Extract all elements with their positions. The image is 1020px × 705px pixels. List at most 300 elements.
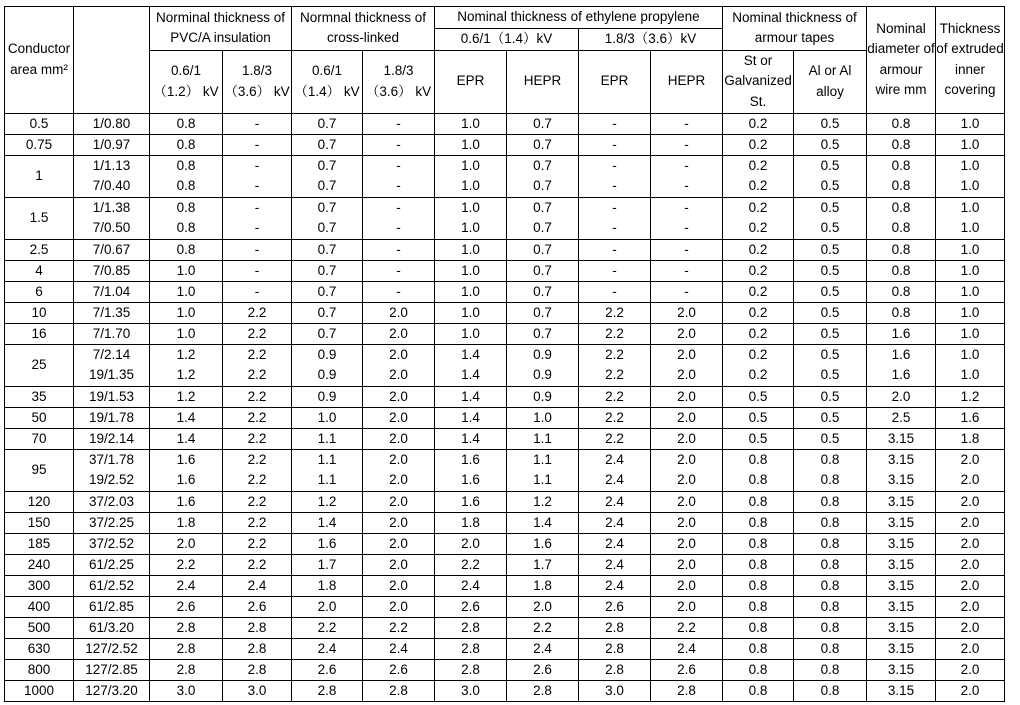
cell-epr-2: 2.8 [579,659,651,680]
cell-pvc-1: 0.8 [150,113,223,134]
cell-xlpe-1: 2.8 [292,680,363,701]
cell-strand: 7/1.04 [74,281,150,302]
cell-pvc-2: 2.2 [223,365,292,386]
cell-xlpe-2: - [363,239,435,260]
cell-steel-tape: 0.2 [723,239,794,260]
cell-epr-1: 1.4 [435,365,507,386]
cell-pvc-2: 2.2 [223,428,292,449]
cell-strand: 19/2.52 [74,470,150,491]
cell-conductor-area: 2.5 [5,239,74,260]
cell-al-tape: 0.8 [794,554,867,575]
cell-strand: 7/0.40 [74,176,150,197]
cell-hepr-1: 1.1 [507,470,579,491]
cell-epr-2: 2.2 [579,323,651,344]
cell-conductor-area: 0.5 [5,113,74,134]
cell-xlpe-2: 2.0 [363,491,435,512]
cell-inner-covering: 2.0 [936,596,1005,617]
header-armour-wire: Nominal diameter of armour wire mm [867,7,936,114]
cell-xlpe-2: 2.0 [363,554,435,575]
cell-armour-wire: 3.15 [867,533,936,554]
cell-strand: 7/1.70 [74,323,150,344]
cell-hepr-1: 0.9 [507,386,579,407]
cell-xlpe-2: - [363,260,435,281]
cell-epr-2: 2.8 [579,638,651,659]
cell-epr-1: 2.8 [435,638,507,659]
table-row [5,281,1005,302]
table-header [5,7,1005,114]
cell-hepr-2: - [651,197,723,218]
cell-epr-1: 1.0 [435,155,507,176]
cell-hepr-1: 1.8 [507,575,579,596]
cell-xlpe-1: 0.9 [292,365,363,386]
cell-pvc-1: 1.0 [150,281,223,302]
cell-epr-2: 2.4 [579,575,651,596]
cell-epr-1: 1.0 [435,281,507,302]
table-row [5,218,1005,239]
cell-strand: 1/0.80 [74,113,150,134]
cell-xlpe-2: 2.6 [363,659,435,680]
cell-pvc-2: 3.0 [223,680,292,701]
cell-al-tape: 0.8 [794,512,867,533]
cell-hepr-1: 2.2 [507,617,579,638]
cell-xlpe-2: 2.0 [363,533,435,554]
cell-strand: 127/2.52 [74,638,150,659]
cell-armour-wire: 0.8 [867,176,936,197]
cell-xlpe-2: 2.0 [363,344,435,365]
cell-pvc-1: 0.8 [150,155,223,176]
cell-epr-2: 2.2 [579,302,651,323]
cell-strand: 7/0.67 [74,239,150,260]
cell-armour-wire: 1.6 [867,365,936,386]
cell-inner-covering: 1.0 [936,281,1005,302]
cell-al-tape: 0.5 [794,386,867,407]
cell-strand: 1/1.38 [74,197,150,218]
cable-spec-table-container [4,6,1005,702]
cell-strand: 7/1.35 [74,302,150,323]
cell-armour-wire: 3.15 [867,638,936,659]
cell-steel-tape: 0.8 [723,449,794,470]
cell-pvc-1: 1.2 [150,386,223,407]
cell-epr-2: 3.0 [579,680,651,701]
table-row [5,596,1005,617]
cell-armour-wire: 0.8 [867,218,936,239]
cell-epr-2: 2.4 [579,554,651,575]
cell-conductor-area: 35 [5,386,74,407]
cell-conductor-area: 16 [5,323,74,344]
cell-hepr-2: 2.0 [651,365,723,386]
cell-pvc-1: 0.8 [150,218,223,239]
cell-pvc-1: 0.8 [150,176,223,197]
cell-pvc-2: - [223,281,292,302]
cell-hepr-1: 1.0 [507,407,579,428]
cell-epr-2: 2.4 [579,449,651,470]
cell-al-tape: 0.5 [794,218,867,239]
cell-inner-covering: 2.0 [936,617,1005,638]
cell-hepr-1: 0.7 [507,176,579,197]
cell-steel-tape: 0.8 [723,491,794,512]
cell-xlpe-2: 2.8 [363,680,435,701]
cell-strand: 37/1.78 [74,449,150,470]
cell-xlpe-1: 0.7 [292,239,363,260]
table-row [5,323,1005,344]
header-epr-1: EPR [435,50,507,113]
cell-xlpe-1: 2.4 [292,638,363,659]
cell-armour-wire: 0.8 [867,155,936,176]
cell-strand: 61/2.25 [74,554,150,575]
cell-al-tape: 0.5 [794,323,867,344]
cell-xlpe-2: - [363,197,435,218]
cell-hepr-1: 1.2 [507,491,579,512]
header-epr-2: EPR [579,50,651,113]
table-row [5,659,1005,680]
cell-hepr-2: 2.2 [651,617,723,638]
header-xlpe-voltage-2: 1.8/3 （3.6） kV [363,50,435,113]
cell-xlpe-1: 1.1 [292,470,363,491]
cell-al-tape: 0.5 [794,260,867,281]
cell-xlpe-2: 2.0 [363,386,435,407]
cell-xlpe-1: 0.7 [292,260,363,281]
cell-epr-1: 1.0 [435,302,507,323]
cell-pvc-1: 1.2 [150,365,223,386]
cell-al-tape: 0.5 [794,344,867,365]
cell-hepr-2: 2.0 [651,533,723,554]
table-row [5,344,1005,365]
cell-al-tape: 0.5 [794,176,867,197]
header-pvc-insulation: Norminal thickness of PVC/A insulation [150,7,292,51]
cell-pvc-2: 2.2 [223,470,292,491]
cell-strand: 61/2.85 [74,596,150,617]
cell-pvc-2: - [223,197,292,218]
cell-epr-1: 1.0 [435,239,507,260]
table-row [5,386,1005,407]
cell-armour-wire: 2.5 [867,407,936,428]
cell-pvc-1: 2.8 [150,659,223,680]
cell-inner-covering: 1.0 [936,365,1005,386]
cell-pvc-1: 2.6 [150,596,223,617]
cell-inner-covering: 1.0 [936,197,1005,218]
cell-armour-wire: 0.8 [867,134,936,155]
header-pvc-voltage-1: 0.6/1 （1.2） kV [150,50,223,113]
cell-epr-1: 1.0 [435,260,507,281]
header-hepr-2: HEPR [651,50,723,113]
cell-epr-1: 1.6 [435,449,507,470]
cell-steel-tape: 0.2 [723,155,794,176]
cell-hepr-2: - [651,113,723,134]
cell-inner-covering: 1.0 [936,134,1005,155]
cell-conductor-area: 500 [5,617,74,638]
cell-xlpe-1: 2.0 [292,596,363,617]
table-row [5,113,1005,134]
cell-hepr-1: 1.1 [507,428,579,449]
cell-al-tape: 0.5 [794,302,867,323]
header-steel-tape: St or Galvanized St. [723,50,794,113]
table-row [5,554,1005,575]
cell-epr-1: 1.6 [435,470,507,491]
table-row [5,134,1005,155]
cell-al-tape: 0.8 [794,659,867,680]
cell-hepr-1: 1.6 [507,533,579,554]
cell-pvc-2: 2.2 [223,344,292,365]
cell-xlpe-2: 2.4 [363,638,435,659]
cell-al-tape: 0.5 [794,407,867,428]
table-row [5,617,1005,638]
cell-hepr-1: 2.6 [507,659,579,680]
cell-conductor-area: 1.5 [5,197,74,239]
cell-xlpe-1: 0.7 [292,281,363,302]
cell-strand: 127/3.20 [74,680,150,701]
cell-inner-covering: 2.0 [936,680,1005,701]
cell-strand: 1/1.13 [74,155,150,176]
cell-epr-1: 3.0 [435,680,507,701]
cell-epr-1: 2.4 [435,575,507,596]
cell-pvc-1: 2.0 [150,533,223,554]
cell-hepr-1: 0.9 [507,365,579,386]
cell-hepr-2: 2.0 [651,407,723,428]
cell-epr-2: 2.4 [579,491,651,512]
cell-xlpe-1: 1.2 [292,491,363,512]
cell-al-tape: 0.8 [794,533,867,554]
cell-hepr-2: - [651,239,723,260]
cell-al-tape: 0.5 [794,155,867,176]
header-epr-voltage-2: 1.8/3（3.6）kV [579,29,723,51]
cell-steel-tape: 0.2 [723,344,794,365]
cell-armour-wire: 3.15 [867,491,936,512]
cell-hepr-1: 0.9 [507,344,579,365]
cell-al-tape: 0.5 [794,239,867,260]
cell-pvc-2: - [223,218,292,239]
cell-pvc-1: 1.8 [150,512,223,533]
table-body [5,113,1005,701]
cell-xlpe-1: 1.7 [292,554,363,575]
cell-pvc-1: 0.8 [150,239,223,260]
cell-pvc-1: 2.2 [150,554,223,575]
cell-hepr-1: 0.7 [507,134,579,155]
cell-epr-1: 1.0 [435,176,507,197]
cell-steel-tape: 0.8 [723,638,794,659]
cell-xlpe-2: 2.0 [363,323,435,344]
cell-hepr-2: 2.0 [651,428,723,449]
cell-pvc-2: 2.2 [223,449,292,470]
cell-epr-1: 1.4 [435,386,507,407]
cell-epr-2: - [579,176,651,197]
cell-epr-2: 2.2 [579,386,651,407]
cell-strand: 7/0.50 [74,218,150,239]
cell-epr-2: 2.4 [579,533,651,554]
cell-epr-1: 2.0 [435,533,507,554]
cell-epr-2: 2.2 [579,428,651,449]
table-row [5,638,1005,659]
cell-epr-2: - [579,197,651,218]
cell-steel-tape: 0.8 [723,596,794,617]
cell-hepr-1: 1.4 [507,512,579,533]
table-row [5,155,1005,176]
cable-spec-table [4,6,1005,702]
cell-pvc-2: - [223,155,292,176]
cell-inner-covering: 1.6 [936,407,1005,428]
table-row [5,260,1005,281]
cell-hepr-1: 1.1 [507,449,579,470]
cell-inner-covering: 1.0 [936,260,1005,281]
cell-steel-tape: 0.2 [723,260,794,281]
cell-epr-1: 1.0 [435,218,507,239]
cell-conductor-area: 400 [5,596,74,617]
header-ethylene-propylene: Nominal thickness of ethylene propylene [435,7,723,29]
cell-pvc-1: 1.6 [150,449,223,470]
cell-steel-tape: 0.5 [723,407,794,428]
cell-armour-wire: 0.8 [867,260,936,281]
cell-hepr-1: 0.7 [507,218,579,239]
table-row [5,533,1005,554]
cell-pvc-2: - [223,260,292,281]
cell-xlpe-2: 2.0 [363,512,435,533]
cell-xlpe-1: 2.2 [292,617,363,638]
cell-epr-1: 1.8 [435,512,507,533]
cell-pvc-1: 1.0 [150,260,223,281]
cell-epr-2: 2.4 [579,512,651,533]
cell-pvc-2: 2.2 [223,554,292,575]
cell-xlpe-2: - [363,155,435,176]
cell-conductor-area: 95 [5,449,74,491]
cell-xlpe-1: 0.9 [292,344,363,365]
cell-hepr-1: 0.7 [507,323,579,344]
cell-pvc-2: 2.2 [223,302,292,323]
cell-hepr-1: 0.7 [507,302,579,323]
cell-xlpe-2: 2.0 [363,449,435,470]
cell-steel-tape: 0.8 [723,533,794,554]
cell-xlpe-1: 0.7 [292,323,363,344]
cell-xlpe-1: 1.1 [292,449,363,470]
cell-al-tape: 0.8 [794,491,867,512]
cell-xlpe-2: 2.0 [363,470,435,491]
cell-epr-1: 1.0 [435,113,507,134]
cell-armour-wire: 3.15 [867,680,936,701]
cell-epr-2: - [579,239,651,260]
header-inner-covering: Thickness of extruded inner covering [936,7,1005,114]
cell-xlpe-2: - [363,134,435,155]
cell-armour-wire: 0.8 [867,113,936,134]
header-xlpe-voltage-1: 0.6/1 （1.4） kV [292,50,363,113]
cell-xlpe-2: 2.0 [363,407,435,428]
cell-conductor-area: 25 [5,344,74,386]
cell-hepr-2: - [651,281,723,302]
cell-pvc-1: 1.6 [150,491,223,512]
cell-inner-covering: 1.0 [936,176,1005,197]
cell-epr-1: 1.0 [435,197,507,218]
cell-strand: 19/1.78 [74,407,150,428]
cell-xlpe-2: - [363,281,435,302]
cell-xlpe-1: 1.1 [292,428,363,449]
cell-conductor-area: 6 [5,281,74,302]
cell-hepr-2: 2.4 [651,638,723,659]
cell-xlpe-2: 2.0 [363,596,435,617]
cell-pvc-2: 2.2 [223,533,292,554]
cell-al-tape: 0.8 [794,596,867,617]
cell-hepr-2: 2.0 [651,323,723,344]
cell-epr-2: - [579,113,651,134]
cell-pvc-2: 2.2 [223,386,292,407]
cell-xlpe-1: 0.7 [292,302,363,323]
cell-steel-tape: 0.8 [723,617,794,638]
cell-conductor-area: 120 [5,491,74,512]
header-strand-blank [74,7,150,114]
table-row [5,470,1005,491]
cell-pvc-2: 2.6 [223,596,292,617]
cell-hepr-1: 2.4 [507,638,579,659]
cell-xlpe-1: 1.6 [292,533,363,554]
cell-xlpe-2: 2.2 [363,617,435,638]
cell-xlpe-2: 2.0 [363,428,435,449]
cell-inner-covering: 1.2 [936,386,1005,407]
cell-al-tape: 0.8 [794,470,867,491]
cell-hepr-2: - [651,134,723,155]
cell-strand: 37/2.25 [74,512,150,533]
cell-steel-tape: 0.2 [723,281,794,302]
cell-armour-wire: 0.8 [867,239,936,260]
cell-steel-tape: 0.8 [723,512,794,533]
cell-armour-wire: 1.6 [867,323,936,344]
cell-pvc-1: 1.2 [150,344,223,365]
cell-pvc-2: 2.4 [223,575,292,596]
cell-armour-wire: 0.8 [867,197,936,218]
cell-al-tape: 0.5 [794,365,867,386]
header-aluminium-tape: Al or Al alloy [794,50,867,113]
cell-pvc-2: - [223,113,292,134]
cell-pvc-1: 3.0 [150,680,223,701]
cell-epr-1: 1.6 [435,491,507,512]
cell-hepr-1: 2.0 [507,596,579,617]
table-row [5,575,1005,596]
cell-al-tape: 0.5 [794,281,867,302]
cell-epr-1: 2.8 [435,617,507,638]
cell-inner-covering: 2.0 [936,575,1005,596]
cell-conductor-area: 1 [5,155,74,197]
table-row [5,449,1005,470]
cell-hepr-2: 2.0 [651,449,723,470]
table-row [5,428,1005,449]
cell-pvc-2: 2.2 [223,407,292,428]
cell-strand: 61/2.52 [74,575,150,596]
cell-steel-tape: 0.8 [723,659,794,680]
cell-armour-wire: 3.15 [867,575,936,596]
cell-steel-tape: 0.5 [723,428,794,449]
cell-pvc-1: 1.4 [150,407,223,428]
cell-epr-1: 1.4 [435,407,507,428]
cell-inner-covering: 1.0 [936,155,1005,176]
cell-conductor-area: 300 [5,575,74,596]
table-row [5,365,1005,386]
cell-hepr-2: - [651,260,723,281]
cell-steel-tape: 0.2 [723,176,794,197]
cell-hepr-2: - [651,155,723,176]
cell-pvc-1: 0.8 [150,134,223,155]
cell-hepr-2: 2.0 [651,470,723,491]
cell-armour-wire: 3.15 [867,554,936,575]
cell-hepr-2: - [651,176,723,197]
cell-conductor-area: 630 [5,638,74,659]
cell-epr-2: 2.4 [579,470,651,491]
cell-armour-wire: 2.0 [867,386,936,407]
cell-xlpe-1: 0.7 [292,155,363,176]
cell-steel-tape: 0.2 [723,134,794,155]
cell-xlpe-2: 2.0 [363,365,435,386]
cell-conductor-area: 10 [5,302,74,323]
cell-inner-covering: 1.8 [936,428,1005,449]
cell-pvc-2: 2.8 [223,638,292,659]
cell-hepr-2: 2.6 [651,659,723,680]
cell-armour-wire: 3.15 [867,659,936,680]
cell-xlpe-1: 0.7 [292,134,363,155]
cell-xlpe-1: 1.0 [292,407,363,428]
